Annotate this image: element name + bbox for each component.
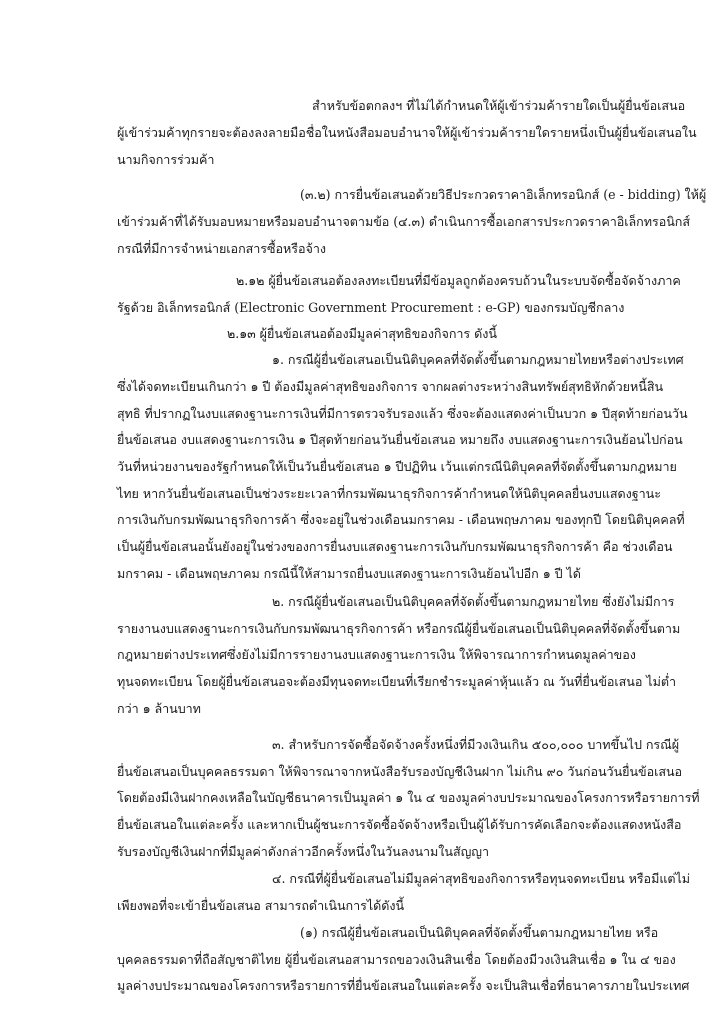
paragraph-line: รัฐด้วย อิเล็กทรอนิกส์ (Electronic Government Procurement : e-GP) ของกรมบัญชีกลาง <box>117 300 625 315</box>
paragraph-line: ๒. กรณีผู้ยื่นข้อเสนอเป็นนิติบุคคลที่จัดตั้งขึ้นตามกฎหมายไทย ซึ่งยังไม่มีการ <box>272 594 675 609</box>
paragraph-line: กรณีที่มีการจำหน่ายเอกสารซื้อหรือจ้าง <box>117 241 326 256</box>
paragraph-line: ผู้เข้าร่วมค้าทุกรายจะต้องลงลายมือชื่อในหนังสือมอบอำนาจให้ผู้เข้าร่วมค้ารายใดรายหนึ่งเป็นผู้ยื่นข้อเสนอใน <box>117 125 697 140</box>
paragraph-line: ยื่นข้อเสนอในแต่ละครั้ง และหากเป็นผู้ชนะการจัดซื้อจัดจ้างหรือเป็นผู้ได้รับการคัดเลือกจะต้องแสดงหนังสือ <box>117 817 682 832</box>
paragraph-line: บุคคลธรรมดาที่ถือสัญชาติไทย ผู้ยื่นข้อเสนอสามารถขอวงเงินสินเชื่อ โดยต้องมีวงเงินสินเชื่อ ๑ ใน ๔ ของ <box>117 952 676 967</box>
paragraph-line: ซึ่งได้จดทะเบียนเกินกว่า ๑ ปี ต้องมีมูลค่าสุทธิของกิจการ จากผลต่างระหว่างสินทรัพย์สุทธิหักด้วยหนี้สิน <box>117 379 664 394</box>
paragraph-line: นามกิจการร่วมค้า <box>117 152 215 167</box>
paragraph-line: รับรองบัญชีเงินฝากที่มีมูลค่าดังกล่าวอีกครั้งหนึ่งในวันลงนามในสัญญา <box>117 844 489 859</box>
paragraph-line: เป็นผู้ยื่นข้อเสนอนั้นยังอยู่ในช่วงของการยื่นงบแสดงฐานะการเงินกับกรมพัฒนาธุรกิจการค้า คือ ช่วงเดือน <box>117 539 673 554</box>
paragraph-line: (๓.๒) การยื่นข้อเสนอด้วยวิธีประกวดราคาอิเล็กทรอนิกส์ (e - bidding) ให้ผู้ <box>300 187 707 202</box>
paragraph-line: วันที่หน่วยงานของรัฐกำหนดให้เป็นวันยื่นข้อเสนอ ๑ ปีปฏิทิน เว้นแต่กรณีนิติบุคคลที่จัดตั้งขึ้นตามกฎหมาย <box>117 459 677 474</box>
paragraph-line: ยื่นข้อเสนอ งบแสดงฐานะการเงิน ๑ ปีสุดท้ายก่อนวันยื่นข้อเสนอ หมายถึง งบแสดงฐานะการเงินย้อนไปก่อน <box>117 432 683 447</box>
paragraph-line: ยื่นข้อเสนอเป็นบุคคลธรรมดา ให้พิจารณาจากหนังสือรับรองบัญชีเงินฝาก ไม่เกิน ๙๐ วันก่อนวันยื่นข้อเสนอ <box>117 764 683 779</box>
paragraph-line: เพียงพอที่จะเข้ายื่นข้อเสนอ สามารถดำเนินการได้ดังนี้ <box>117 898 405 913</box>
paragraph-line: ๔. กรณีที่ผู้ยื่นข้อเสนอไม่มีมูลค่าสุทธิของกิจการหรือทุนจดทะเบียน หรือมีแต่ไม่ <box>272 871 691 886</box>
paragraph-line: กว่า ๑ ล้านบาท <box>117 701 201 716</box>
paragraph-line: เข้าร่วมค้าที่ได้รับมอบหมายหรือมอบอำนาจตามข้อ (๔.๓) ดำเนินการซื้อเอกสารประกวดราคาอิเล็กทรอนิกส์ <box>117 214 690 229</box>
paragraph-line: ๒.๑๒ ผู้ยื่นข้อเสนอต้องลงทะเบียนที่มีข้อมูลถูกต้องครบถ้วนในระบบจัดซื้อจัดจ้างภาค <box>236 273 681 288</box>
paragraph-line: ๓. สำหรับการจัดซื้อจัดจ้างครั้งหนึ่งที่มีวงเงินเกิน ๕๐๐,๐๐๐ บาทขึ้นไป กรณีผู้ <box>272 737 680 752</box>
paragraph-line: การเงินกับกรมพัฒนาธุรกิจการค้า ซึ่งจะอยู่ในช่วงเดือนมกราคม - เดือนพฤษภาคม ของทุกปี โดยนิติบุคคลที่ <box>117 512 685 527</box>
paragraph-line: โดยต้องมีเงินฝากคงเหลือในบัญชีธนาคารเป็นมูลค่า ๑ ใน ๔ ของมูลค่างบประมาณของโครงการหรือรายการที่ <box>117 790 700 805</box>
paragraph-line: สำหรับข้อตกลงฯ ที่ไม่ได้กำหนดให้ผู้เข้าร่วมค้ารายใดเป็นผู้ยื่นข้อเสนอ <box>312 98 686 113</box>
paragraph-line: ไทย หากวันยื่นข้อเสนอเป็นช่วงระยะเวลาที่กรมพัฒนาธุรกิจการค้ากำหนดให้นิติบุคคลยื่นงบแสดงฐานะ <box>117 486 661 501</box>
paragraph-line: กฎหมายต่างประเทศซึ่งยังไม่มีการรายงานงบแสดงฐานะการเงิน ให้พิจารณาการกำหนดมูลค่าของ <box>117 647 636 662</box>
paragraph-line: มูลค่างบประมาณของโครงการหรือรายการที่ยื่นข้อเสนอในแต่ละครั้ง จะเป็นสินเชื่อที่ธนาคารภายในประเทศ <box>117 978 690 993</box>
paragraph-line: ๒.๑๓ ผู้ยื่นข้อเสนอต้องมีมูลค่าสุทธิของกิจการ ดังนี้ <box>227 326 497 341</box>
paragraph-line: ๑. กรณีผู้ยื่นข้อเสนอเป็นนิติบุคคลที่จัดตั้งขึ้นตามกฎหมายไทยหรือต่างประเทศ <box>272 352 684 367</box>
paragraph-line: รายงานงบแสดงฐานะการเงินกับกรมพัฒนาธุรกิจการค้า หรือกรณีผู้ยื่นข้อเสนอเป็นนิติบุคคลที่จัดตั้งขึ้นตาม <box>117 621 681 636</box>
paragraph-line: ทุนจดทะเบียน โดยผู้ยื่นข้อเสนอจะต้องมีทุนจดทะเบียนที่เรียกชำระมูลค่าหุ้นแล้ว ณ วันที่ยื่นข้อเสนอ ไม่ต่ำ <box>117 674 677 689</box>
paragraph-line: (๑) กรณีผู้ยื่นข้อเสนอเป็นนิติบุคคลที่จัดตั้งขึ้นตามกฎหมายไทย หรือ <box>300 925 659 940</box>
paragraph-line: สุทธิ ที่ปรากฏในงบแสดงฐานะการเงินที่มีการตรวจรับรองแล้ว ซึ่งจะต้องแสดงค่าเป็นบวก ๑ ปีสุดท้ายก่อนวัน <box>117 406 688 421</box>
paragraph-line: มกราคม - เดือนพฤษภาคม กรณีนี้ให้สามารถยื่นงบแสดงฐานะการเงินย้อนไปอีก ๑ ปี ได้ <box>117 566 581 581</box>
